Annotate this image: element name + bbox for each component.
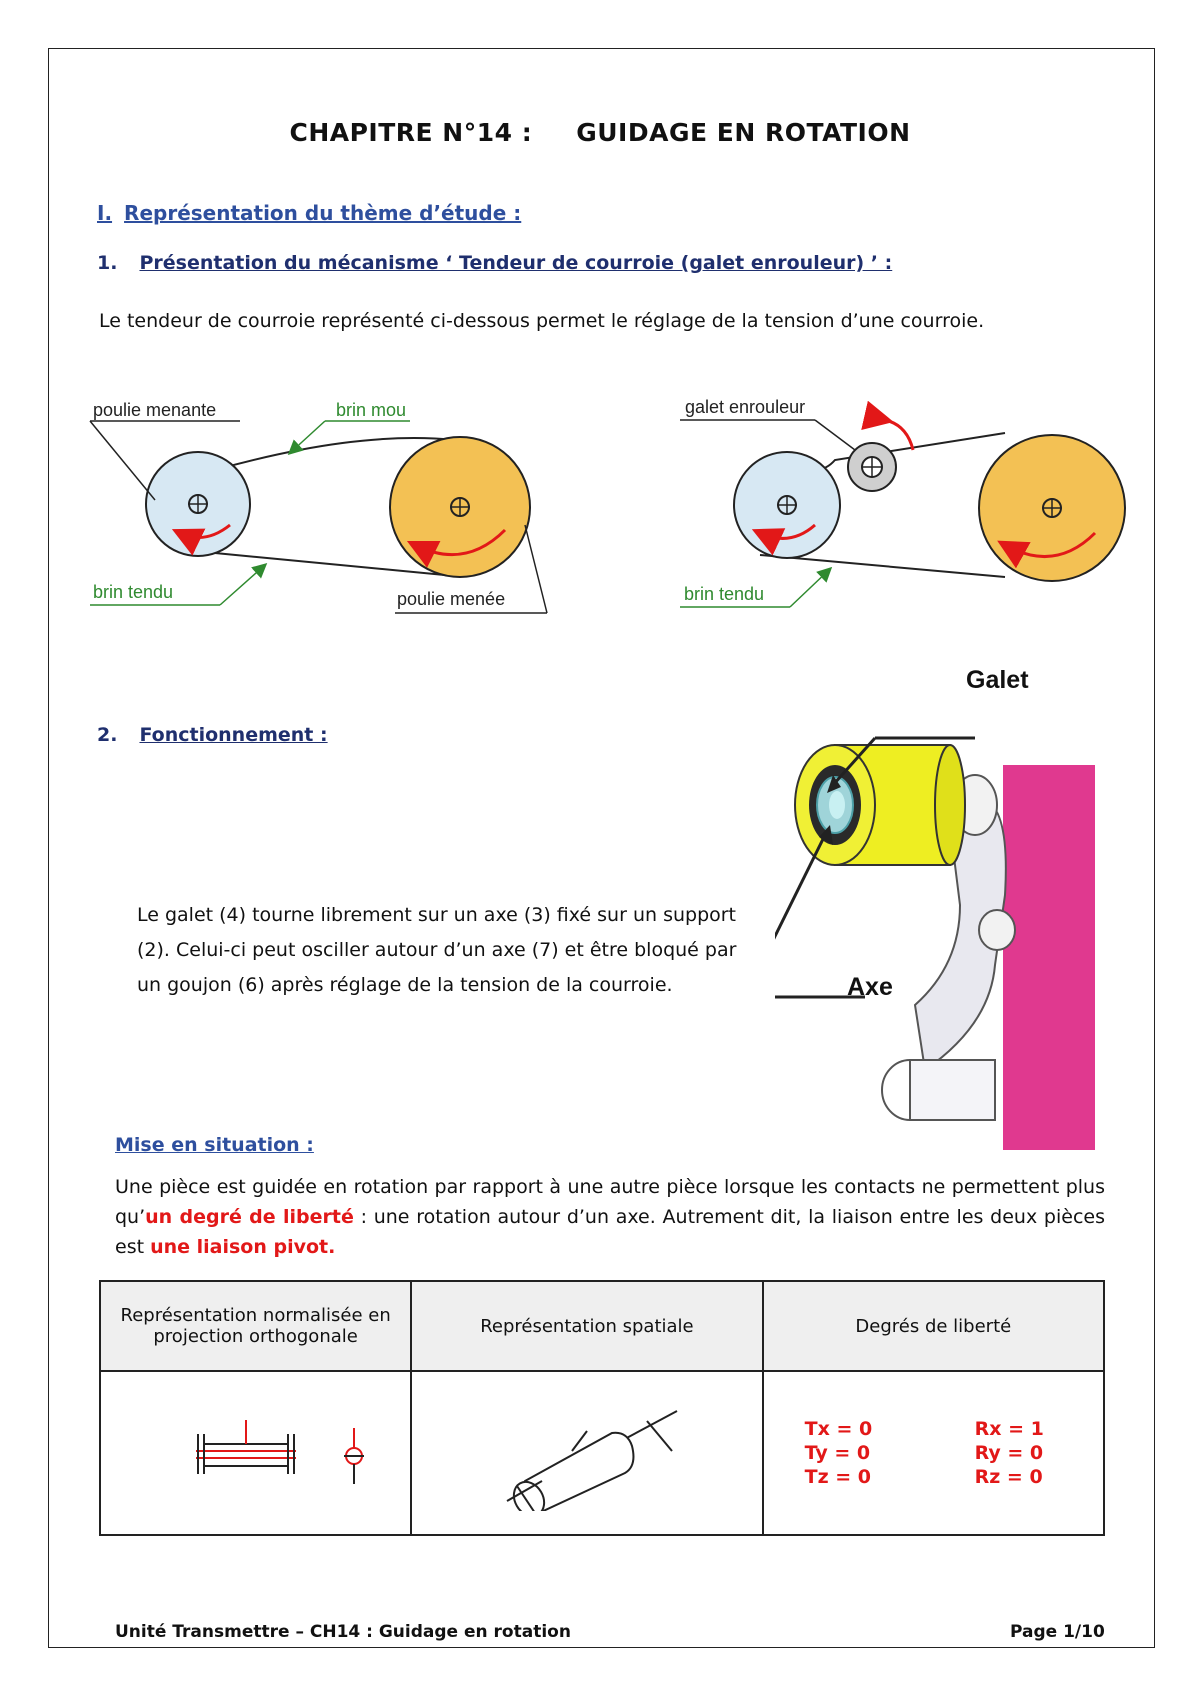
- intro-paragraph: Le tendeur de courroie représenté ci-dessous permet le réglage de la tension d’une courroie.: [99, 310, 985, 332]
- subsection-title: Présentation du mécanisme ‘ Tendeur de courroie (galet enrouleur) ’ :: [139, 252, 893, 274]
- dof-ry: Ry = 0: [974, 1442, 1044, 1464]
- label-galet: Galet: [966, 666, 1029, 694]
- section-heading-1: [97, 201, 521, 225]
- dof-rx: Rx = 1: [974, 1418, 1044, 1440]
- section-number: I.: [97, 201, 113, 225]
- pivot-link-table: [99, 1280, 1105, 1536]
- chapter-topic: GUIDAGE EN ROTATION: [576, 118, 911, 147]
- label-brin-mou: brin mou: [336, 400, 407, 420]
- mise-en-situation-heading: Mise en situation :: [115, 1134, 314, 1156]
- fonctionnement-paragraph: Le galet (4) tourne librement sur un axe (3) fixé sur un support (2). Celui-ci peut osciller autour d’un axe (7) et être bloqué par un goujon (6) après réglage de la tension de la courroie.: [137, 904, 737, 996]
- chapter-number: CHAPITRE N°14 :: [289, 118, 533, 147]
- label-poulie-menante: poulie menante: [93, 400, 217, 420]
- page-title: [0, 118, 1200, 147]
- rotation-arrow-icon: [885, 420, 913, 450]
- mise-text-part: Une pièce est guidée en rotation par rapport à une autre pièce lorsque les contacts ne permettent plus qu’: [115, 1176, 1105, 1228]
- orthogonal-symbol-cell: [100, 1371, 411, 1535]
- dof-cell: [763, 1371, 1104, 1535]
- galet-3d-illustration: [775, 665, 1125, 1155]
- footer-unit: Unité Transmettre – CH14 : Guidage en rotation: [115, 1622, 571, 1642]
- table-header: Représentation normalisée en projection orthogonale: [100, 1281, 411, 1371]
- subsection-heading-1: [97, 252, 892, 274]
- dof-values: [805, 1418, 1102, 1488]
- belt-tight-strand: [760, 555, 1005, 577]
- dof-tx: Tx = 0: [804, 1418, 873, 1440]
- subsection-number: 1.: [97, 252, 118, 274]
- label-brin-tendu-right: brin tendu: [684, 584, 765, 604]
- dof-tz: Tz = 0: [804, 1466, 872, 1488]
- table-header: Représentation spatiale: [411, 1281, 762, 1371]
- label-poulie-menee: poulie menée: [397, 589, 506, 609]
- table-header: Degrés de liberté: [763, 1281, 1104, 1371]
- subsection-number: 2.: [97, 724, 118, 746]
- degree-of-freedom-highlight: un degré de liberté: [145, 1206, 354, 1228]
- subsection-title: Fonctionnement :: [139, 724, 328, 746]
- label-brin-tendu: brin tendu: [93, 582, 174, 602]
- pivot-orthogonal-symbol: [116, 1406, 396, 1496]
- spatial-symbol-cell: [411, 1371, 762, 1535]
- mise-en-situation-paragraph: [115, 1172, 1105, 1262]
- mise-text-part: : une rotation autour d’un axe. Autrement dit, la liaison entre les deux pièces est: [115, 1206, 1105, 1258]
- section-title: Représentation du thème d’étude :: [124, 201, 522, 225]
- label-galet-enrouleur: galet enrouleur: [685, 397, 806, 417]
- label-axe: Axe: [847, 973, 893, 1001]
- footer-page-number: Page 1/10: [1010, 1622, 1105, 1642]
- pivot-link-highlight: une liaison pivot.: [150, 1236, 336, 1258]
- dof-rz: Rz = 0: [974, 1466, 1043, 1488]
- bolt-icon: [979, 910, 1015, 950]
- pivot-spatial-symbol: [477, 1391, 697, 1511]
- subsection-heading-2: [97, 724, 328, 746]
- support-plate: [1003, 765, 1095, 1150]
- dof-ty: Ty = 0: [804, 1442, 871, 1464]
